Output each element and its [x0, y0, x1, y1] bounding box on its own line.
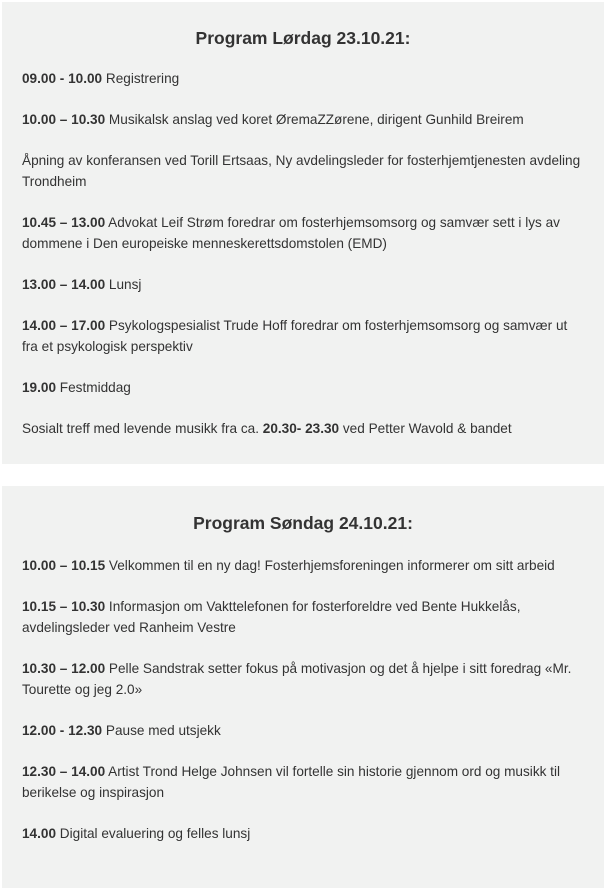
- social-entry: [22, 418, 584, 439]
- entry-time: 13.00 – 14.00: [22, 277, 106, 292]
- entry-time: 12.30 – 14.00: [22, 764, 106, 779]
- entry-text: Pause med utsjekk: [102, 723, 221, 738]
- program-entry: [22, 212, 584, 254]
- program-entry: [22, 68, 584, 89]
- saturday-program-card: [2, 2, 604, 464]
- program-entry: [22, 150, 584, 192]
- entry-time: 19.00: [22, 380, 57, 395]
- entry-time: 10.45 – 13.00: [22, 215, 106, 230]
- program-entry: [22, 658, 584, 700]
- entry-time: 10.00 – 10.15: [22, 558, 106, 573]
- entry-text: Musikalsk anslag ved koret ØremaZZørene, dirigent Gunhild Breirem: [105, 112, 524, 127]
- social-text-after: ved Petter Wavold & bandet: [339, 421, 512, 436]
- entry-text: Pelle Sandstrak setter fokus på motivasjon og det å hjelpe i sitt foredrag «Mr. Tourette og jeg 2.0»: [22, 661, 572, 697]
- program-entry: [22, 596, 584, 638]
- entry-time: 10.15 – 10.30: [22, 599, 106, 614]
- sunday-program-card: [2, 486, 604, 888]
- entry-text: Artist Trond Helge Johnsen vil fortelle sin historie gjennom ord og musikk til berikelse og inspirasjon: [22, 764, 561, 800]
- program-entry: [22, 315, 584, 357]
- social-time: 20.30- 23.30: [262, 421, 340, 436]
- entry-text: Festmiddag: [56, 380, 131, 395]
- program-entry: [22, 109, 584, 130]
- entry-time: 10.00 – 10.30: [22, 112, 106, 127]
- entry-text: Velkommen til en ny dag! Fosterhjemsforeningen informerer om sitt arbeid: [105, 558, 555, 573]
- entry-time: 14.00 – 17.00: [22, 318, 106, 333]
- program-entry: [22, 720, 584, 741]
- entry-time: 14.00: [22, 826, 57, 841]
- program-entry: [22, 555, 584, 576]
- entry-text: Åpning av konferansen ved Torill Ertsaas, Ny avdelingsleder for fosterhjemtjenesten avdeling Trondheim: [22, 153, 581, 189]
- entry-time: 10.30 – 12.00: [22, 661, 106, 676]
- entry-text: Registrering: [102, 71, 180, 86]
- entry-time: 12.00 - 12.30: [22, 723, 103, 738]
- entry-text: Psykologspesialist Trude Hoff foredrar om fosterhjemsomsorg og samvær ut fra et psykologisk perspektiv: [22, 318, 568, 354]
- program-entry: [22, 377, 584, 398]
- entry-text: Digital evaluering og felles lunsj: [56, 826, 251, 841]
- program-entry: [22, 274, 584, 295]
- program-entry: [22, 823, 584, 844]
- saturday-program-title: Program Lørdag 23.10.21:: [195, 28, 411, 48]
- program-entry: [22, 761, 584, 803]
- entry-text: Lunsj: [105, 277, 142, 292]
- sunday-program-title: Program Søndag 24.10.21:: [193, 513, 413, 533]
- entry-time: 09.00 - 10.00: [22, 71, 103, 86]
- social-text-before: Sosialt treff med levende musikk fra ca.: [22, 421, 263, 436]
- entry-text: Advokat Leif Strøm foredrar om fosterhjemsomsorg og samvær sett i lys av dommene i Den europeiske menneskerettsdomstolen (EMD): [22, 215, 560, 251]
- entry-text: Informasjon om Vakttelefonen for fosterforeldre ved Bente Hukkelås, avdelingsleder ved Ranheim Vestre: [22, 599, 521, 635]
